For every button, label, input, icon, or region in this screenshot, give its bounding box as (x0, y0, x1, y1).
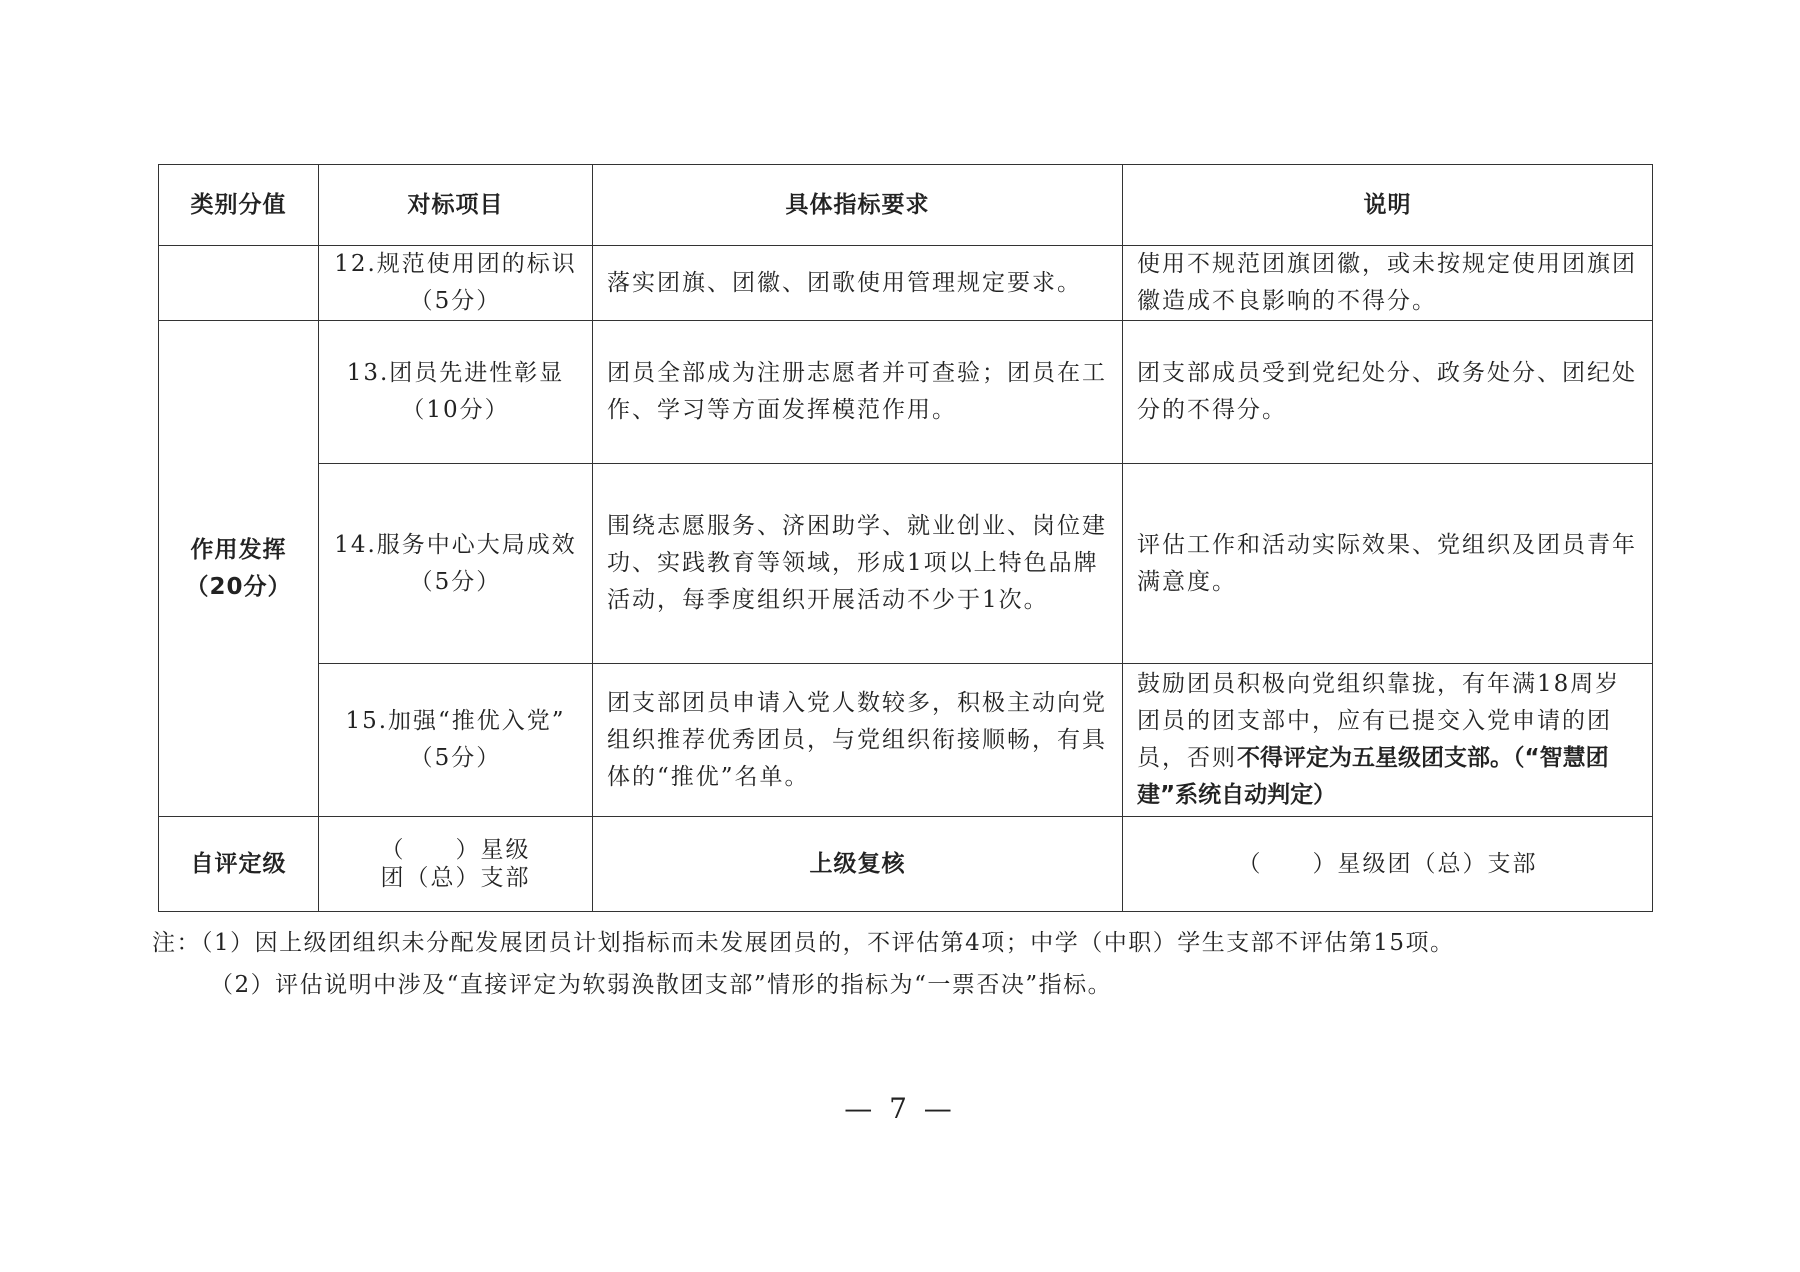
table-header-row (159, 165, 1653, 246)
cell-self-evaluation-value (319, 817, 593, 912)
cell-item-13 (319, 321, 593, 464)
cell-review-value: （ ）星级团（总）支部 (1123, 817, 1653, 912)
cell-category-role (159, 321, 319, 817)
category-score: （20分） (185, 573, 292, 600)
note-15-text: 鼓励团员积极向党组织靠拢，有年满18周岁团员的团支部中，应有已提交入党申请的团员，否则 (1137, 671, 1621, 771)
header-category: 类别分值 (159, 165, 319, 246)
header-item: 对标项目 (319, 165, 593, 246)
cell-item-12 (319, 246, 593, 321)
item-15-score: （5分） (409, 745, 502, 771)
cell-requirement-14: 围绕志愿服务、济困助学、就业创业、岗位建功、实践教育等领域，形成1项以上特色品牌活动，每季度组织开展活动不少于1次。 (593, 464, 1123, 664)
table-row-15 (159, 664, 1653, 817)
evaluation-table-container (158, 164, 1652, 912)
cell-item-15 (319, 664, 593, 817)
note-line-1: 注：（1）因上级团组织未分配发展团员计划指标而未发展团员的，不评估第4项；中学（中职）学生支部不评估第15项。 (152, 930, 1455, 956)
table-footer-row (159, 817, 1653, 912)
item-13-title: 13.团员先进性彰显 (346, 360, 565, 386)
notes-section (152, 922, 1712, 1006)
header-note: 说明 (1123, 165, 1653, 246)
cell-item-14 (319, 464, 593, 664)
cell-self-evaluation-label: 自评定级 (159, 817, 319, 912)
item-12-score: （5分） (409, 288, 502, 314)
item-14-score: （5分） (409, 568, 502, 595)
page-number: — 7 — (844, 1092, 956, 1125)
header-requirement: 具体指标要求 (593, 165, 1123, 246)
cell-note-14: 评估工作和活动实际效果、党组织及团员青年满意度。 (1123, 464, 1653, 664)
cell-requirement-12: 落实团旗、团徽、团歌使用管理规定要求。 (593, 246, 1123, 321)
cell-note-15 (1123, 664, 1653, 817)
item-13-score: （10分） (401, 397, 510, 423)
note-15-bold: 不得评定为五星级团支部。（“智慧团建”系统自动判定） (1137, 745, 1609, 808)
cell-requirement-15: 团支部团员申请入党人数较多，积极主动向党组织推荐优秀团员，与党组织衔接顺畅，有具体的“推优”名单。 (593, 664, 1123, 817)
evaluation-table (158, 164, 1653, 912)
table-row-13 (159, 321, 1653, 464)
table-row-14 (159, 464, 1653, 664)
cell-requirement-13: 团员全部成为注册志愿者并可查验；团员在工作、学习等方面发挥模范作用。 (593, 321, 1123, 464)
cell-review-label: 上级复核 (593, 817, 1123, 912)
item-12-title: 12.规范使用团的标识 (334, 251, 577, 277)
self-evaluation-branch: 团（总）支部 (380, 865, 531, 891)
table-row-12 (159, 246, 1653, 321)
cell-note-12: 使用不规范团旗团徽，或未按规定使用团旗团徽造成不良影响的不得分。 (1123, 246, 1653, 321)
cell-category-empty (159, 246, 319, 321)
cell-note-13: 团支部成员受到党纪处分、政务处分、团纪处分的不得分。 (1123, 321, 1653, 464)
self-evaluation-stars: （ ）星级 (380, 837, 531, 863)
category-title: 作用发挥 (190, 536, 287, 563)
item-14-title: 14.服务中心大局成效 (334, 531, 577, 558)
note-line-2: （2）评估说明中涉及“直接评定为软弱涣散团支部”情形的指标为“一票否决”指标。 (210, 972, 1113, 998)
item-15-title: 15.加强“推优入党” (345, 708, 566, 734)
